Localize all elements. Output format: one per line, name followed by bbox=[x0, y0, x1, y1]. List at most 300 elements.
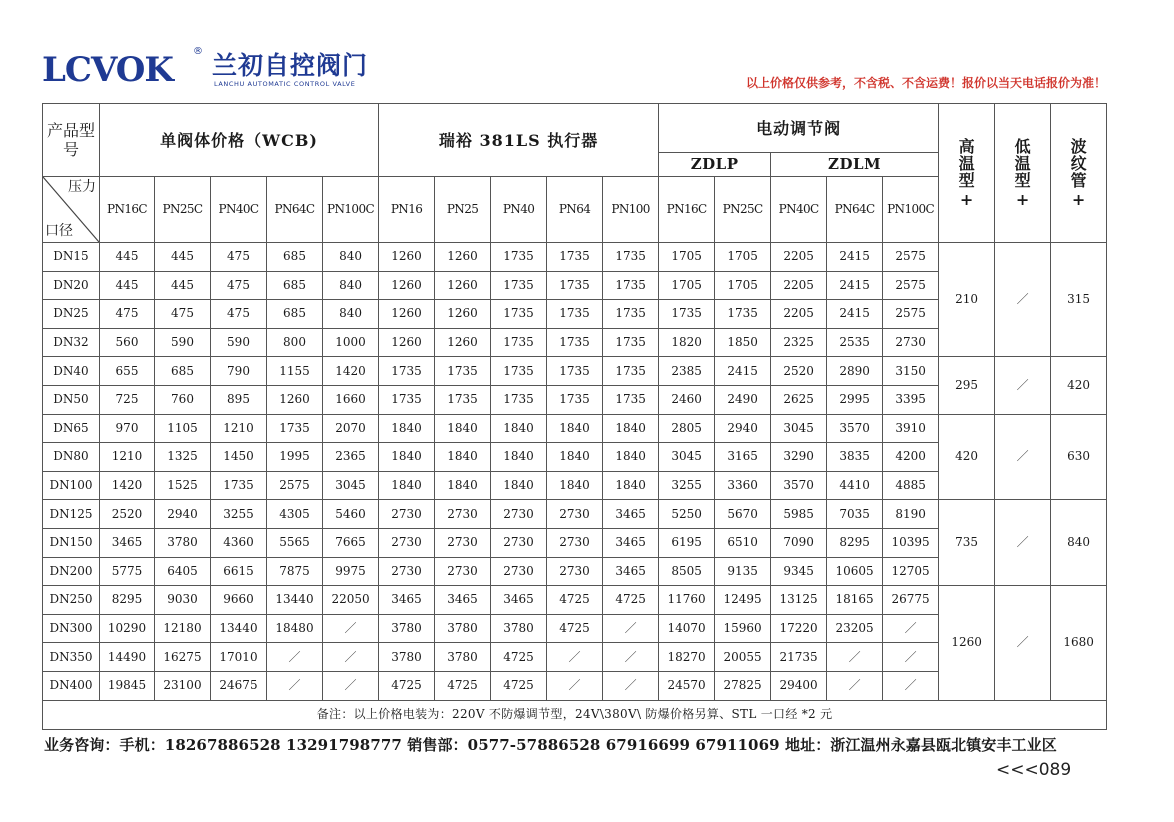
body-price-cell: 2365 bbox=[323, 443, 379, 472]
elec-price-cell: 10605 bbox=[827, 557, 883, 586]
low-temp-char: 低 bbox=[1014, 137, 1031, 156]
act-price-cell: 3465 bbox=[603, 528, 659, 557]
diameter-cell: DN400 bbox=[43, 671, 100, 700]
elec-price-cell: 8190 bbox=[883, 500, 939, 529]
act-price-cell: 4725 bbox=[491, 643, 547, 672]
body-price-cell: 560 bbox=[100, 328, 155, 357]
diameter-cell: DN40 bbox=[43, 357, 100, 386]
elec-price-cell: 2205 bbox=[771, 271, 827, 300]
body-price-cell: 1105 bbox=[155, 414, 211, 443]
price-table bbox=[42, 103, 1107, 730]
body-price-cell: 12180 bbox=[155, 614, 211, 643]
elec-price-cell: 10395 bbox=[883, 528, 939, 557]
act-price-cell: 1260 bbox=[379, 328, 435, 357]
body-price-cell: 445 bbox=[155, 243, 211, 272]
high-temp-price-cell: 210 bbox=[939, 243, 995, 357]
act-price-cell: ／ bbox=[603, 643, 659, 672]
elec-price-cell: 7035 bbox=[827, 500, 883, 529]
registered-mark: ® bbox=[193, 46, 203, 57]
act-price-cell: 1735 bbox=[491, 271, 547, 300]
elec-price-cell: 4200 bbox=[883, 443, 939, 472]
bellows-char: + bbox=[1071, 190, 1086, 209]
act-price-cell: 3780 bbox=[379, 614, 435, 643]
body-price-cell: 475 bbox=[211, 300, 267, 329]
body-price-cell: 19845 bbox=[100, 671, 155, 700]
elec-price-cell: 2890 bbox=[827, 357, 883, 386]
diameter-cell: DN250 bbox=[43, 586, 100, 615]
body-price-cell: 475 bbox=[155, 300, 211, 329]
elec-price-cell: 24570 bbox=[659, 671, 715, 700]
act-price-cell: 1840 bbox=[491, 471, 547, 500]
act-price-cell: 1840 bbox=[547, 414, 603, 443]
body-price-cell: 17010 bbox=[211, 643, 267, 672]
bellows-char: 管 bbox=[1070, 171, 1087, 190]
low-temp-header bbox=[995, 104, 1051, 243]
body-price-cell: 1210 bbox=[100, 443, 155, 472]
act-price-cell: 4725 bbox=[603, 586, 659, 615]
elec-price-cell: 3150 bbox=[883, 357, 939, 386]
high-temp-char: 高 bbox=[958, 137, 975, 156]
elec-price-cell: 23205 bbox=[827, 614, 883, 643]
act-price-cell: 1840 bbox=[491, 443, 547, 472]
zdlp-header: ZDLP bbox=[659, 153, 771, 177]
diameter-cell: DN100 bbox=[43, 471, 100, 500]
body-price-cell: 685 bbox=[267, 243, 323, 272]
body-price-cell: 1450 bbox=[211, 443, 267, 472]
high-temp-price-cell: 1260 bbox=[939, 586, 995, 700]
act-price-cell: 1735 bbox=[547, 300, 603, 329]
elec-price-cell: 2995 bbox=[827, 385, 883, 414]
elec-price-cell: 3290 bbox=[771, 443, 827, 472]
act-price-cell: 3465 bbox=[379, 586, 435, 615]
elec-price-cell: 1705 bbox=[715, 243, 771, 272]
elec-price-cell: 2535 bbox=[827, 328, 883, 357]
body-price-cell: 685 bbox=[267, 300, 323, 329]
body-price-cell: 1155 bbox=[267, 357, 323, 386]
low-temp-price-cell: ／ bbox=[995, 243, 1051, 357]
act-price-cell: 1735 bbox=[603, 357, 659, 386]
body-price-cell: 445 bbox=[155, 271, 211, 300]
bellows-char: 纹 bbox=[1070, 154, 1087, 173]
act-price-cell: 1735 bbox=[603, 271, 659, 300]
actuator-pn-header: PN64 bbox=[547, 177, 603, 243]
act-price-cell: 1735 bbox=[435, 385, 491, 414]
body-price-cell: 18480 bbox=[267, 614, 323, 643]
low-temp-price-cell: ／ bbox=[995, 500, 1051, 586]
body-price-cell: 9030 bbox=[155, 586, 211, 615]
body-price-cell: 5460 bbox=[323, 500, 379, 529]
elec-price-cell: 3045 bbox=[771, 414, 827, 443]
act-price-cell: 2730 bbox=[491, 500, 547, 529]
act-price-cell: 3780 bbox=[379, 643, 435, 672]
high-temp-header bbox=[939, 104, 995, 243]
elec-price-cell: 2205 bbox=[771, 300, 827, 329]
elec-price-cell: 2385 bbox=[659, 357, 715, 386]
act-price-cell: ／ bbox=[547, 643, 603, 672]
act-price-cell: 1260 bbox=[435, 243, 491, 272]
diameter-cell: DN150 bbox=[43, 528, 100, 557]
body-price-cell: 685 bbox=[267, 271, 323, 300]
body-price-cell: 840 bbox=[323, 271, 379, 300]
body-price-cell: 9660 bbox=[211, 586, 267, 615]
electric-pn-header: PN16C bbox=[659, 177, 715, 243]
elec-price-cell: 1850 bbox=[715, 328, 771, 357]
elec-price-cell: 1735 bbox=[659, 300, 715, 329]
low-temp-char: + bbox=[1015, 190, 1030, 209]
act-price-cell: 2730 bbox=[379, 557, 435, 586]
body-price-cell: 16275 bbox=[155, 643, 211, 672]
pressure-label: 压力 bbox=[68, 179, 96, 195]
act-price-cell: 1735 bbox=[491, 357, 547, 386]
elec-price-cell: 5985 bbox=[771, 500, 827, 529]
table-row bbox=[43, 414, 1107, 443]
elec-price-cell: 3570 bbox=[771, 471, 827, 500]
pressure-diameter-corner bbox=[43, 177, 100, 243]
elec-price-cell: 14070 bbox=[659, 614, 715, 643]
elec-price-cell: ／ bbox=[883, 643, 939, 672]
body-price-cell: 22050 bbox=[323, 586, 379, 615]
body-price-cell: 445 bbox=[100, 243, 155, 272]
elec-price-cell: 20055 bbox=[715, 643, 771, 672]
act-price-cell: ／ bbox=[603, 671, 659, 700]
act-price-cell: 4725 bbox=[491, 671, 547, 700]
body-price-cell: 790 bbox=[211, 357, 267, 386]
act-price-cell: 1840 bbox=[379, 414, 435, 443]
elec-price-cell: 2460 bbox=[659, 385, 715, 414]
elec-price-cell: 2940 bbox=[715, 414, 771, 443]
actuator-header: 瑞裕 381LS 执行器 bbox=[379, 104, 659, 177]
body-price-cell: 970 bbox=[100, 414, 155, 443]
elec-price-cell: 1705 bbox=[715, 271, 771, 300]
bellows-price-cell: 630 bbox=[1051, 414, 1107, 500]
remark-row bbox=[43, 700, 1107, 729]
diameter-cell: DN200 bbox=[43, 557, 100, 586]
elec-price-cell: 18165 bbox=[827, 586, 883, 615]
act-price-cell: 1735 bbox=[603, 243, 659, 272]
elec-price-cell: 3910 bbox=[883, 414, 939, 443]
elec-price-cell: 8295 bbox=[827, 528, 883, 557]
elec-price-cell: 2575 bbox=[883, 271, 939, 300]
elec-price-cell: 26775 bbox=[883, 586, 939, 615]
elec-price-cell: ／ bbox=[827, 643, 883, 672]
diameter-cell: DN15 bbox=[43, 243, 100, 272]
elec-price-cell: 27825 bbox=[715, 671, 771, 700]
bellows-char: 波 bbox=[1070, 137, 1087, 156]
contact-footer: 业务咨询：手机：18267886528 13291798777 销售部：0577-57886528 67916699 67911069 地址：浙江温州永嘉县瓯北镇安丰工业区 bbox=[44, 736, 1057, 754]
elec-price-cell: 17220 bbox=[771, 614, 827, 643]
elec-price-cell: 6510 bbox=[715, 528, 771, 557]
body-price-cell: 1735 bbox=[211, 471, 267, 500]
act-price-cell: 4725 bbox=[547, 586, 603, 615]
elec-price-cell: 3835 bbox=[827, 443, 883, 472]
actuator-pn-header: PN16 bbox=[379, 177, 435, 243]
act-price-cell: 1735 bbox=[491, 300, 547, 329]
act-price-cell: 3465 bbox=[435, 586, 491, 615]
actuator-pn-header: PN100 bbox=[603, 177, 659, 243]
elec-price-cell: 9345 bbox=[771, 557, 827, 586]
elec-price-cell: 3255 bbox=[659, 471, 715, 500]
act-price-cell: 1735 bbox=[547, 357, 603, 386]
body-price-cell: 1000 bbox=[323, 328, 379, 357]
body-price-cell: 1995 bbox=[267, 443, 323, 472]
elec-price-cell: 3165 bbox=[715, 443, 771, 472]
act-price-cell: 4725 bbox=[547, 614, 603, 643]
elec-price-cell: 1705 bbox=[659, 271, 715, 300]
act-price-cell: 1260 bbox=[379, 271, 435, 300]
elec-price-cell: 1705 bbox=[659, 243, 715, 272]
elec-price-cell: 2415 bbox=[827, 300, 883, 329]
bellows-price-cell: 315 bbox=[1051, 243, 1107, 357]
body-price-cell: 725 bbox=[100, 385, 155, 414]
body-price-cell: 7875 bbox=[267, 557, 323, 586]
elec-price-cell: 3045 bbox=[659, 443, 715, 472]
diameter-cell: DN32 bbox=[43, 328, 100, 357]
act-price-cell: 1840 bbox=[379, 471, 435, 500]
act-price-cell: 1735 bbox=[547, 271, 603, 300]
body-price-cell: 13440 bbox=[211, 614, 267, 643]
body-price-cell: 2575 bbox=[267, 471, 323, 500]
body-price-header: 单阀体价格（WCB) bbox=[100, 104, 379, 177]
high-temp-price-cell: 295 bbox=[939, 357, 995, 414]
body-price-cell: 760 bbox=[155, 385, 211, 414]
diameter-cell: DN80 bbox=[43, 443, 100, 472]
body-price-cell: 1325 bbox=[155, 443, 211, 472]
body-price-cell: 7665 bbox=[323, 528, 379, 557]
body-price-cell: 1210 bbox=[211, 414, 267, 443]
act-price-cell: 1735 bbox=[603, 328, 659, 357]
act-price-cell: 1735 bbox=[547, 328, 603, 357]
act-price-cell: 1260 bbox=[379, 300, 435, 329]
diameter-cell: DN300 bbox=[43, 614, 100, 643]
act-price-cell: 1735 bbox=[547, 385, 603, 414]
act-price-cell: 2730 bbox=[435, 557, 491, 586]
body-price-cell: 3780 bbox=[155, 528, 211, 557]
act-price-cell: 3465 bbox=[491, 586, 547, 615]
elec-price-cell: 1820 bbox=[659, 328, 715, 357]
elec-price-cell: 3360 bbox=[715, 471, 771, 500]
body-price-cell: 6615 bbox=[211, 557, 267, 586]
act-price-cell: 1735 bbox=[491, 385, 547, 414]
act-price-cell: 1260 bbox=[435, 328, 491, 357]
act-price-cell: 1260 bbox=[435, 300, 491, 329]
act-price-cell: 1840 bbox=[435, 414, 491, 443]
act-price-cell: 1260 bbox=[379, 243, 435, 272]
electric-valve-header: 电动调节阀 bbox=[659, 104, 939, 153]
table-row bbox=[43, 243, 1107, 272]
body-price-cell: 5565 bbox=[267, 528, 323, 557]
elec-price-cell: 4410 bbox=[827, 471, 883, 500]
table-row bbox=[43, 357, 1107, 386]
elec-price-cell: 3395 bbox=[883, 385, 939, 414]
high-temp-char: 温 bbox=[958, 154, 975, 173]
act-price-cell: 2730 bbox=[547, 528, 603, 557]
act-price-cell: 1735 bbox=[603, 300, 659, 329]
electric-pn-header: PN25C bbox=[715, 177, 771, 243]
act-price-cell: ／ bbox=[547, 671, 603, 700]
elec-price-cell: 2805 bbox=[659, 414, 715, 443]
body-pn-header: PN25C bbox=[155, 177, 211, 243]
act-price-cell: 2730 bbox=[491, 528, 547, 557]
body-price-cell: 13440 bbox=[267, 586, 323, 615]
low-temp-char: 温 bbox=[1014, 154, 1031, 173]
body-price-cell: ／ bbox=[323, 671, 379, 700]
body-price-cell: 1735 bbox=[267, 414, 323, 443]
body-price-cell: 445 bbox=[100, 271, 155, 300]
elec-price-cell: 4885 bbox=[883, 471, 939, 500]
low-temp-price-cell: ／ bbox=[995, 586, 1051, 700]
elec-price-cell: 8505 bbox=[659, 557, 715, 586]
body-price-cell: 14490 bbox=[100, 643, 155, 672]
elec-price-cell: 18270 bbox=[659, 643, 715, 672]
high-temp-price-cell: 420 bbox=[939, 414, 995, 500]
elec-price-cell: 2575 bbox=[883, 243, 939, 272]
act-price-cell: 4725 bbox=[379, 671, 435, 700]
electric-pn-header: PN40C bbox=[771, 177, 827, 243]
act-price-cell: 3465 bbox=[603, 557, 659, 586]
price-notice: 以上价格仅供参考，不含税、不含运费！报价以当天电话报价为准！ bbox=[745, 76, 1106, 90]
elec-price-cell: 2730 bbox=[883, 328, 939, 357]
body-price-cell: ／ bbox=[267, 643, 323, 672]
remark-note: 备注：以上价格电装为：220V 不防爆调节型，24V\380V\ 防爆价格另算、STL 一口经 *2 元 bbox=[43, 700, 1107, 729]
elec-price-cell: 2205 bbox=[771, 243, 827, 272]
act-price-cell: 2730 bbox=[547, 557, 603, 586]
elec-price-cell: ／ bbox=[883, 671, 939, 700]
diameter-cell: DN50 bbox=[43, 385, 100, 414]
elec-price-cell: 2415 bbox=[827, 243, 883, 272]
body-price-cell: 1420 bbox=[323, 357, 379, 386]
body-price-cell: 24675 bbox=[211, 671, 267, 700]
elec-price-cell: 2575 bbox=[883, 300, 939, 329]
high-temp-char: + bbox=[959, 190, 974, 209]
act-price-cell: ／ bbox=[603, 614, 659, 643]
act-price-cell: 1840 bbox=[603, 414, 659, 443]
body-price-cell: 475 bbox=[211, 243, 267, 272]
act-price-cell: 1735 bbox=[547, 243, 603, 272]
actuator-pn-header: PN40 bbox=[491, 177, 547, 243]
body-price-cell: 2940 bbox=[155, 500, 211, 529]
body-pn-header: PN64C bbox=[267, 177, 323, 243]
body-price-cell: 6405 bbox=[155, 557, 211, 586]
page-number: <<<089 bbox=[996, 760, 1072, 780]
act-price-cell: 1840 bbox=[491, 414, 547, 443]
bellows-price-cell: 420 bbox=[1051, 357, 1107, 414]
diameter-label: 口径 bbox=[45, 223, 73, 239]
elec-price-cell: 21735 bbox=[771, 643, 827, 672]
diameter-cell: DN350 bbox=[43, 643, 100, 672]
electric-pn-header: PN64C bbox=[827, 177, 883, 243]
act-price-cell: 3465 bbox=[603, 500, 659, 529]
body-price-cell: 590 bbox=[155, 328, 211, 357]
body-price-cell: 5775 bbox=[100, 557, 155, 586]
body-price-cell: 590 bbox=[211, 328, 267, 357]
elec-price-cell: ／ bbox=[827, 671, 883, 700]
model-header: 产品型号 bbox=[43, 104, 100, 177]
act-price-cell: 1735 bbox=[435, 357, 491, 386]
elec-price-cell: 2520 bbox=[771, 357, 827, 386]
elec-price-cell: ／ bbox=[883, 614, 939, 643]
act-price-cell: 1735 bbox=[491, 328, 547, 357]
elec-price-cell: 12495 bbox=[715, 586, 771, 615]
act-price-cell: 2730 bbox=[435, 500, 491, 529]
body-pn-header: PN16C bbox=[100, 177, 155, 243]
act-price-cell: 1840 bbox=[603, 471, 659, 500]
header-row-1 bbox=[43, 104, 1107, 153]
body-price-cell: 685 bbox=[155, 357, 211, 386]
elec-price-cell: 1735 bbox=[715, 300, 771, 329]
diameter-cell: DN25 bbox=[43, 300, 100, 329]
body-pn-header: PN40C bbox=[211, 177, 267, 243]
low-temp-price-cell: ／ bbox=[995, 414, 1051, 500]
low-temp-char: 型 bbox=[1014, 171, 1031, 190]
body-price-cell: 3045 bbox=[323, 471, 379, 500]
table-row bbox=[43, 586, 1107, 615]
elec-price-cell: 3570 bbox=[827, 414, 883, 443]
actuator-pn-header: PN25 bbox=[435, 177, 491, 243]
act-price-cell: 1735 bbox=[379, 385, 435, 414]
logo-chinese-name: 兰初自控阀门 bbox=[212, 51, 369, 80]
act-price-cell: 1840 bbox=[547, 471, 603, 500]
body-price-cell: 3465 bbox=[100, 528, 155, 557]
elec-price-cell: 2325 bbox=[771, 328, 827, 357]
body-price-cell: 4305 bbox=[267, 500, 323, 529]
diameter-cell: DN125 bbox=[43, 500, 100, 529]
elec-price-cell: 12705 bbox=[883, 557, 939, 586]
diameter-cell: DN65 bbox=[43, 414, 100, 443]
act-price-cell: 3780 bbox=[491, 614, 547, 643]
body-price-cell: ／ bbox=[267, 671, 323, 700]
body-price-cell: 10290 bbox=[100, 614, 155, 643]
body-price-cell: 840 bbox=[323, 300, 379, 329]
elec-price-cell: 7090 bbox=[771, 528, 827, 557]
elec-price-cell: 2415 bbox=[827, 271, 883, 300]
elec-price-cell: 2625 bbox=[771, 385, 827, 414]
elec-price-cell: 13125 bbox=[771, 586, 827, 615]
body-price-cell: 2070 bbox=[323, 414, 379, 443]
elec-price-cell: 5250 bbox=[659, 500, 715, 529]
body-price-cell: ／ bbox=[323, 643, 379, 672]
act-price-cell: 2730 bbox=[547, 500, 603, 529]
elec-price-cell: 2490 bbox=[715, 385, 771, 414]
logo-english-name: LANCHU AUTOMATIC CONTROL VALVE bbox=[214, 80, 356, 88]
elec-price-cell: 5670 bbox=[715, 500, 771, 529]
act-price-cell: 1735 bbox=[491, 243, 547, 272]
body-price-cell: 1260 bbox=[267, 385, 323, 414]
act-price-cell: 3780 bbox=[435, 614, 491, 643]
act-price-cell: 2730 bbox=[379, 528, 435, 557]
body-price-cell: 3255 bbox=[211, 500, 267, 529]
body-pn-header: PN100C bbox=[323, 177, 379, 243]
body-price-cell: 475 bbox=[211, 271, 267, 300]
body-price-cell: 2520 bbox=[100, 500, 155, 529]
elec-price-cell: 9135 bbox=[715, 557, 771, 586]
act-price-cell: 1735 bbox=[603, 385, 659, 414]
elec-price-cell: 11760 bbox=[659, 586, 715, 615]
body-price-cell: 655 bbox=[100, 357, 155, 386]
bellows-price-cell: 1680 bbox=[1051, 586, 1107, 700]
body-price-cell: 1420 bbox=[100, 471, 155, 500]
body-price-cell: ／ bbox=[323, 614, 379, 643]
high-temp-char: 型 bbox=[958, 171, 975, 190]
body-price-cell: 840 bbox=[323, 243, 379, 272]
body-price-cell: 8295 bbox=[100, 586, 155, 615]
act-price-cell: 1840 bbox=[435, 471, 491, 500]
logo-wordmark: LCVOK bbox=[42, 50, 173, 90]
body-price-cell: 800 bbox=[267, 328, 323, 357]
act-price-cell: 1260 bbox=[435, 271, 491, 300]
body-price-cell: 4360 bbox=[211, 528, 267, 557]
act-price-cell: 3780 bbox=[435, 643, 491, 672]
high-temp-price-cell: 735 bbox=[939, 500, 995, 586]
